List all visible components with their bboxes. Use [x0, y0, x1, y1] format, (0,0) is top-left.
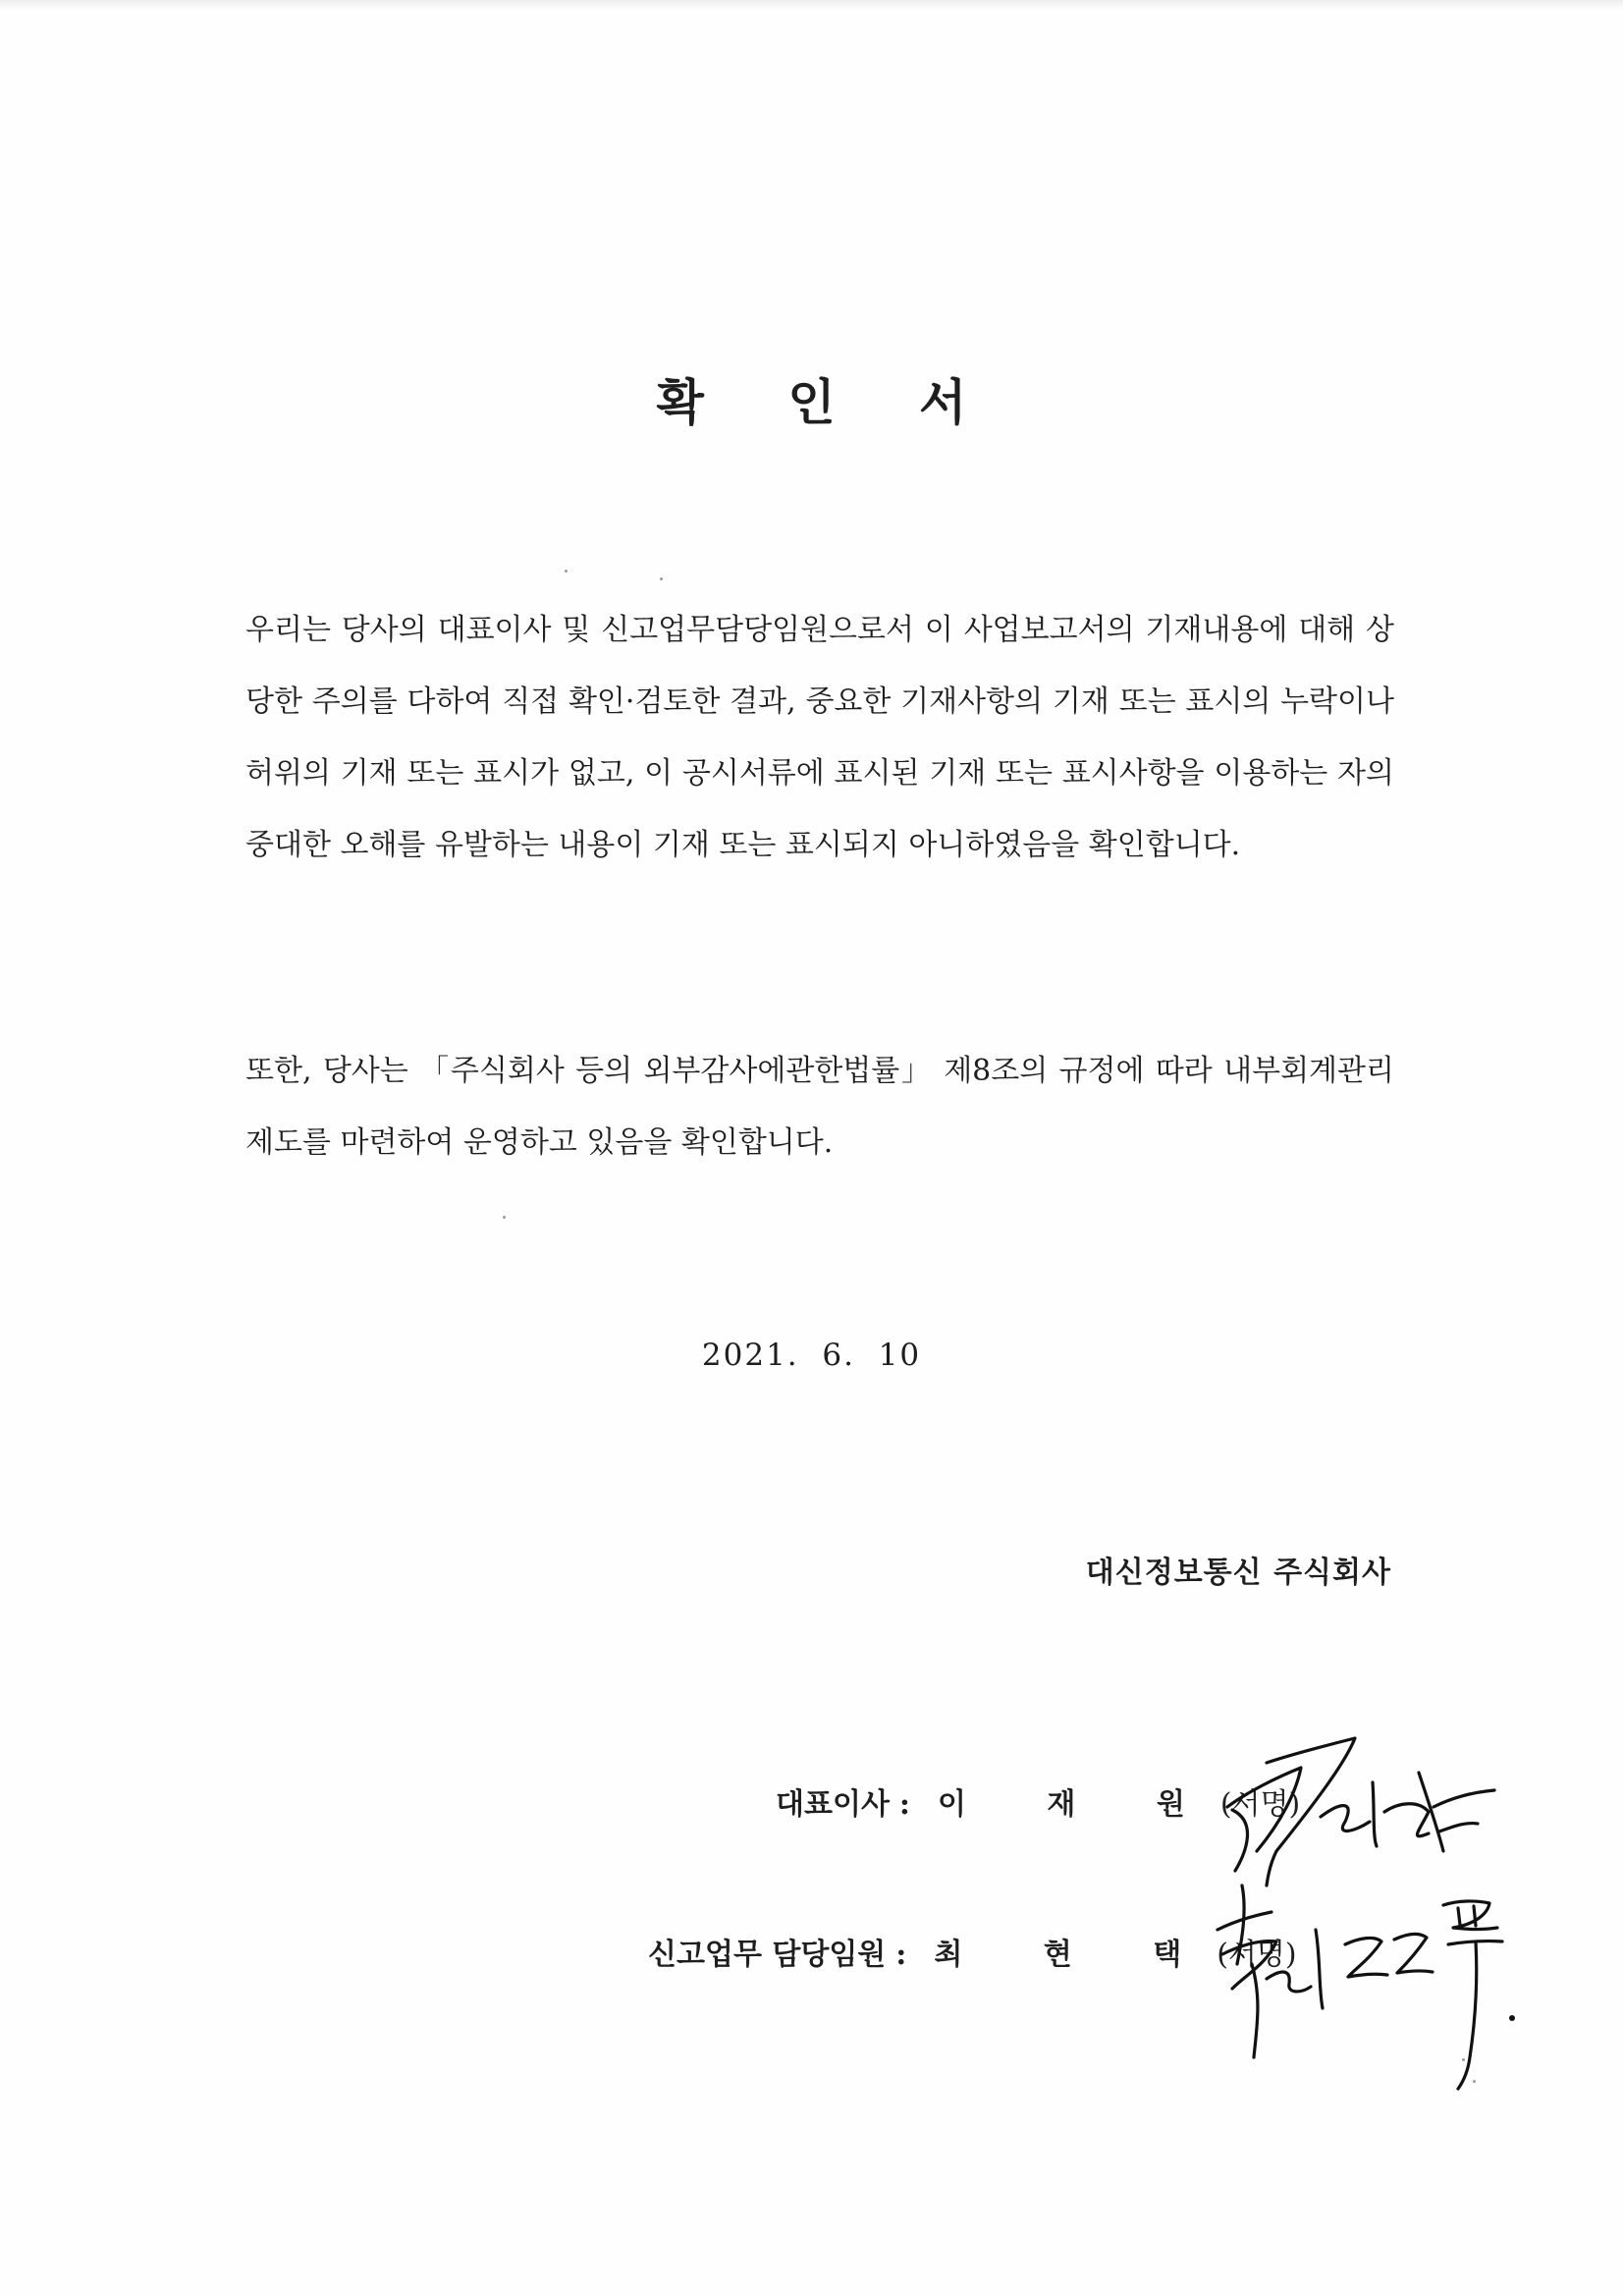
scan-speck — [660, 577, 663, 580]
scan-speck — [565, 570, 568, 573]
officer-colon: : — [895, 1938, 907, 1972]
internal-control-paragraph: 또한, 당사는 「주식회사 등의 외부감사에관한법률」 제8조의 규정에 따라 내부회계관리제도를 마련하여 운영하고 있음을 확인합니다. — [245, 1054, 1394, 1160]
company-name: 대신정보통신 주식회사 — [1085, 1556, 1391, 1590]
officer-signature-line — [648, 1930, 1297, 1973]
scan-speck — [1462, 2058, 1465, 2061]
officer-handwritten-signature — [1213, 1871, 1527, 2097]
ceo-name: 이 재 원 — [938, 1787, 1220, 1822]
officer-name: 최 현 택 — [934, 1938, 1217, 1972]
scan-speck — [1473, 2080, 1476, 2083]
scan-speck — [503, 1216, 506, 1219]
ceo-role-label: 대표이사 — [776, 1787, 890, 1822]
ceo-sign-label: (서명) — [1219, 1787, 1301, 1822]
document-date: 2021. 6. 10 — [701, 1338, 922, 1373]
scan-edge-shadow — [0, 0, 1623, 10]
officer-sign-label: (서명) — [1217, 1938, 1297, 1972]
ceo-colon: : — [898, 1787, 910, 1822]
document-title: 확 인 서 — [656, 373, 1001, 431]
confirmation-paragraph: 우리는 당사의 대표이사 및 신고업무담당임원으로서 이 사업보고서의 기재내용에 대해 상당한 주의를 다하여 직접 확인·검토한 결과, 중요한 기재사항의 기재 또는 표시의 누락이나 허위의 기재 또는 표시가 없고, 이 공시서류에 표시된 기재 또는 표시사항을 이용하는 자의 중대한 오해를 유발하는 내용이 기재 또는 표시되지 아니하였음을 확인합니다. — [245, 613, 1394, 862]
officer-role-label: 신고업무 담당임원 — [648, 1938, 887, 1972]
